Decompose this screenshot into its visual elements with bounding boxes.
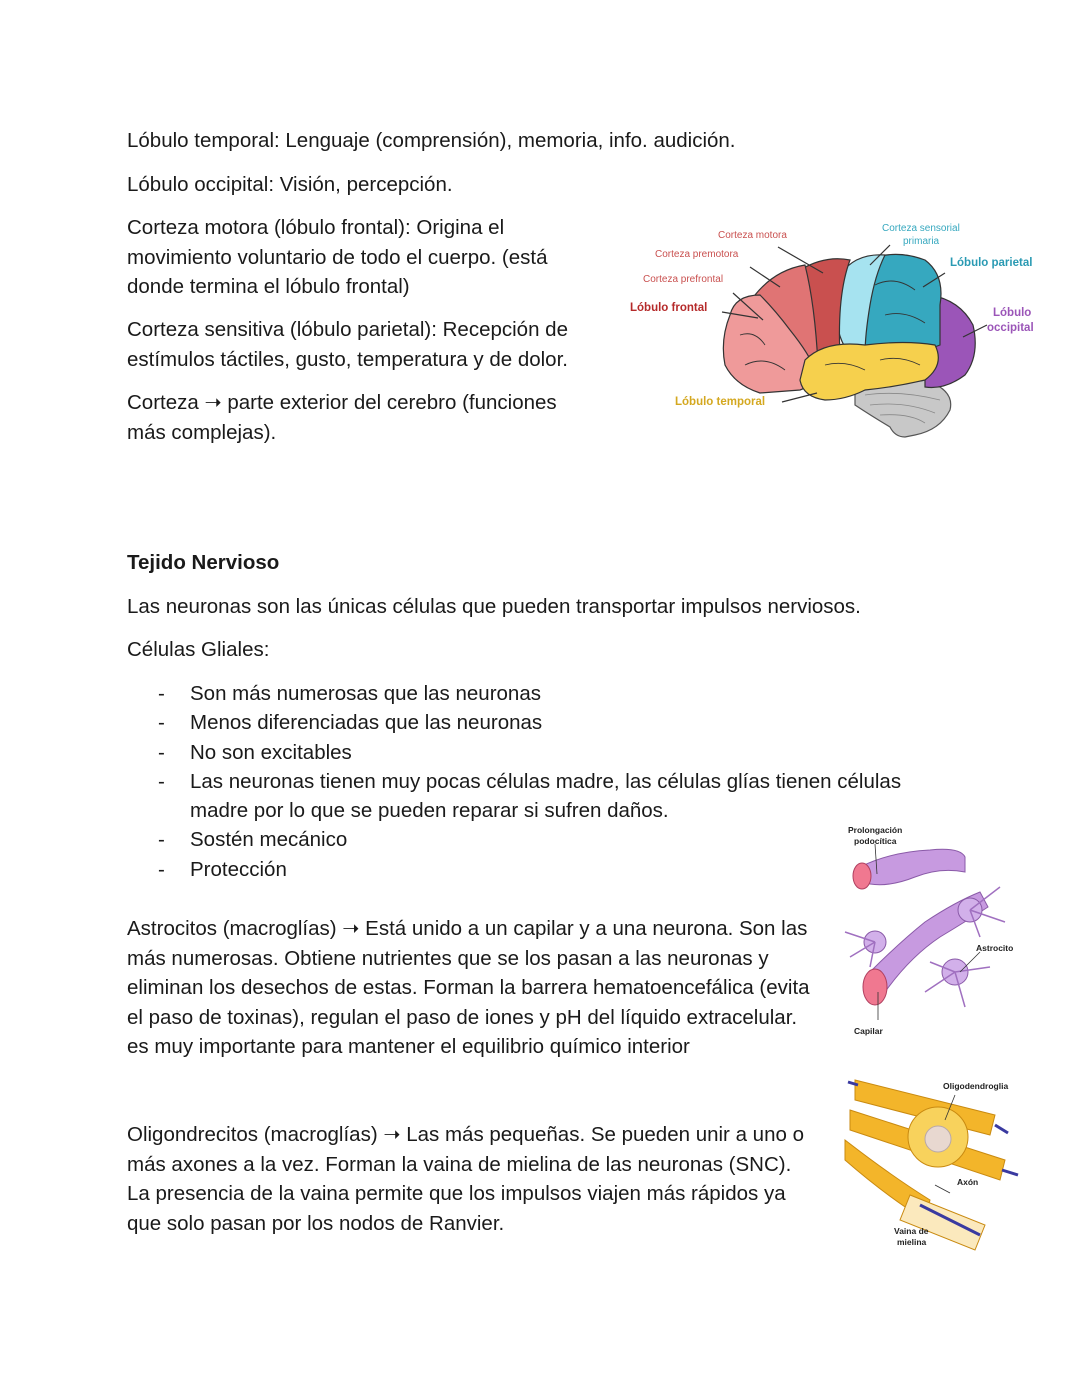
astrocyte-illustration <box>830 822 1030 1042</box>
bullet-dash: - <box>158 857 165 881</box>
section-heading-tejido-nervioso: Tejido Nervioso <box>127 551 280 574</box>
text-celulas-gliales: Células Gliales: <box>127 638 270 661</box>
list-item <box>127 767 937 826</box>
text-lobulo-temporal: Lóbulo temporal: Lenguaje (comprensión), memoria, info. audición. <box>127 129 736 152</box>
text-astrocitos: Astrocitos (macroglías) ➝ Está unido a un capilar y a una neurona. Son las más numerosas. Obtiene nutrientes que se los pasan a las neuronas y eliminan los desechos de estas. Forman la barrera hematoencefálica (evita el paso de toxinas), regulan el paso de iones y pH del líquido extracelular. es muy importante para mantener el equilibrio químico interior <box>127 917 810 1058</box>
label-lobulo-occipital-2: occipital <box>987 322 1034 334</box>
label-lobulo-frontal: Lóbulo frontal <box>630 302 708 314</box>
bullet-dash: - <box>158 740 165 764</box>
astrocyte-diagram <box>830 822 1030 1042</box>
list-item-text: No son excitables <box>190 740 352 764</box>
label-vaina-de: Vaina de <box>894 1226 929 1236</box>
label-astrocito: Astrocito <box>976 943 1014 953</box>
list-item <box>127 679 937 708</box>
bullet-dash: - <box>158 682 165 705</box>
bullet-dash: - <box>158 711 165 735</box>
label-oligodendroglia: Oligodendroglia <box>943 1081 1009 1091</box>
list-item-text: Sostén mecánico <box>190 828 348 852</box>
label-corteza-sensorial: Corteza sensorial <box>882 223 960 234</box>
list-item-text: Protección <box>190 857 287 881</box>
label-mielina: mielina <box>897 1237 927 1247</box>
list-item <box>127 855 937 884</box>
label-podocitica: podocítica <box>854 836 897 846</box>
oligodendrocyte-diagram <box>830 1065 1040 1255</box>
text-lobulo-occipital: Lóbulo occipital: Visión, percepción. <box>127 173 453 196</box>
label-corteza-motora: Corteza motora <box>718 230 787 241</box>
label-prolongacion: Prolongación <box>848 825 903 835</box>
label-lobulo-temporal: Lóbulo temporal <box>675 396 766 408</box>
label-lobulo-parietal: Lóbulo parietal <box>950 257 1033 269</box>
list-item <box>127 708 937 737</box>
list-item-text: Las neuronas tienen muy pocas células madre, las células glías tienen células madre por lo que se pueden reparar si sufren daños. <box>190 769 902 823</box>
text-corteza-definicion: Corteza ➝ parte exterior del cerebro (funciones más complejas). <box>127 391 557 444</box>
text-oligodendrocitos: Oligondrecitos (macroglías) ➝ Las más pequeñas. Se pueden unir a uno o más axones a la vez. Forman la vaina de mielina de las neuronas (SNC). La presencia de la vaina permite que los impulsos viajen más rápidos ya que solo pasan por los nodos de Ranvier. <box>127 1123 804 1235</box>
label-corteza-sensorial-primaria: primaria <box>903 236 940 247</box>
list-item <box>127 738 937 767</box>
text-corteza-motora: Corteza motora (lóbulo frontal): Origina el movimiento voluntario de todo el cuerpo. (está donde termina el lóbulo frontal) <box>127 216 548 298</box>
glial-cells-list <box>127 679 937 884</box>
bullet-dash: - <box>158 769 165 793</box>
label-corteza-premotora: Corteza premotora <box>655 249 739 260</box>
label-corteza-prefrontal: Corteza prefrontal <box>643 274 724 285</box>
list-item <box>127 825 937 854</box>
bullet-dash: - <box>158 828 165 852</box>
oligodendrocyte-illustration <box>830 1065 1040 1255</box>
list-item-text: Menos diferenciadas que las neuronas <box>190 711 543 735</box>
text-neuronas-intro: Las neuronas son las únicas células que pueden transportar impulsos nerviosos. <box>127 595 861 618</box>
text-corteza-sensitiva: Corteza sensitiva (lóbulo parietal): Recepción de estímulos táctiles, gusto, temperatura y de dolor. <box>127 318 568 371</box>
label-lobulo-occipital-1: Lóbulo <box>993 307 1032 319</box>
list-item-text: Son más numerosas que las neuronas <box>190 682 541 705</box>
brain-lobes-diagram <box>625 215 1055 445</box>
label-capilar: Capilar <box>854 1026 883 1036</box>
label-axon: Axón <box>957 1177 979 1187</box>
